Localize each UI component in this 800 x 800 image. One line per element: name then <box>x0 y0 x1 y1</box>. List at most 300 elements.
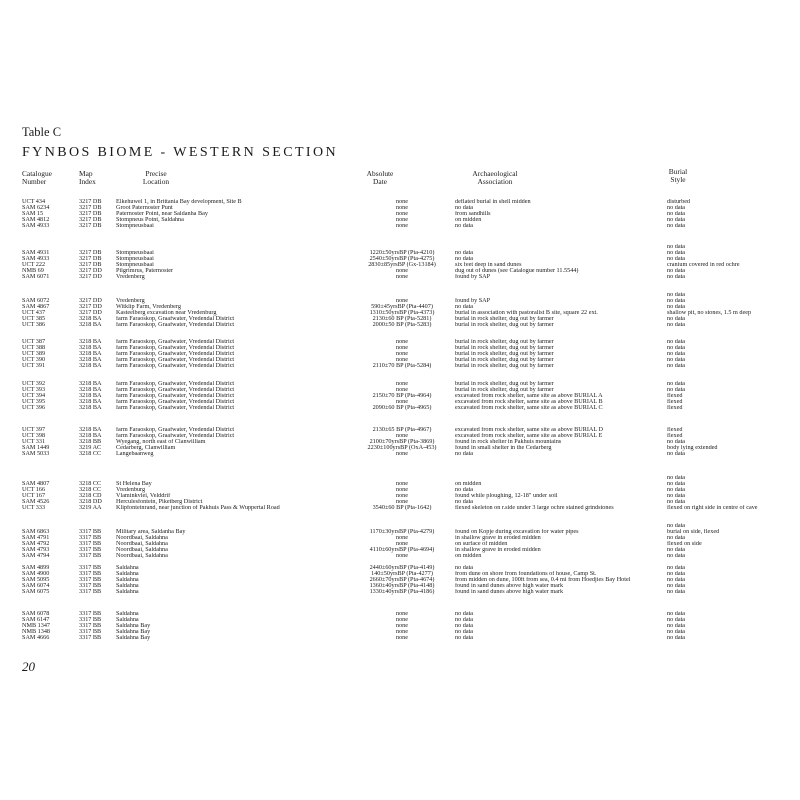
map-index-cell: 3217 DB <box>79 211 102 217</box>
burial-style-cell: no data <box>667 223 686 229</box>
map-index-cell: 3218 BB <box>79 439 102 445</box>
map-index-cell: 3317 BB <box>79 541 102 547</box>
map-index-cell: 3218 BA <box>79 393 102 399</box>
date-cell: 2230±100yrsBP (OxA-453) <box>367 445 437 451</box>
burial-style-cell: no data <box>667 547 686 553</box>
association-cell: burial in rock shelter, dug out by farmer <box>455 351 554 357</box>
burial-style-cell: no data <box>667 351 686 357</box>
location-cell: Saldahna Bay <box>116 635 151 641</box>
catalogue-cell: UCT 222 <box>22 262 46 268</box>
location-cell: farm Faraoskop, Graafwater, Vredendal District <box>116 433 235 439</box>
table-row <box>0 322 800 328</box>
burial-style-cell: no data <box>667 623 686 629</box>
association-cell: found in sand dunes above high water mark <box>455 589 564 595</box>
catalogue-cell: SAM 4931 <box>22 250 50 256</box>
location-cell: farm Faraoskop, Graafwater, Vredendal District <box>116 357 235 363</box>
table-row <box>0 589 800 595</box>
map-index-cell: 3218 BA <box>79 322 102 328</box>
catalogue-cell: SAM 4793 <box>22 547 50 553</box>
map-index-cell: 3317 BB <box>79 577 102 583</box>
burial-style-cell: flexed <box>667 433 683 439</box>
map-index-cell: 3217 DB <box>79 262 102 268</box>
map-index-cell: 3317 BB <box>79 571 102 577</box>
catalogue-cell: SAM 4526 <box>22 499 50 505</box>
map-index-cell: 3218 CC <box>79 481 102 487</box>
date-cell: none <box>395 481 409 487</box>
location-cell: farm Faraoskop, Graafwater, Vredendal District <box>116 351 235 357</box>
header-date: Absolute Date <box>366 169 394 186</box>
map-index-cell: 3218 BA <box>79 381 102 387</box>
date-cell: 3540±60 BP (Pta-1642) <box>372 505 432 511</box>
date-cell: none <box>395 535 409 541</box>
association-cell: found while ploughing, 12-18" under soil <box>455 493 558 499</box>
catalogue-cell: UCT 388 <box>22 345 46 351</box>
association-cell: found in sand dunes above high water mark <box>455 583 564 589</box>
location-cell: Vlaminkvlei, Velddrif <box>116 493 171 499</box>
map-index-cell: 3217 DB <box>79 256 102 262</box>
catalogue-cell: SAM 4666 <box>22 635 50 641</box>
page-number: 20 <box>22 659 35 674</box>
burial-style-cell: no data <box>667 304 686 310</box>
catalogue-cell: NMB 1348 <box>22 629 51 635</box>
burial-style-cell: no data <box>667 629 686 635</box>
date-cell: none <box>395 487 409 493</box>
burial-style-cell: disturbed <box>667 199 691 205</box>
table-row <box>0 505 800 511</box>
table-row <box>0 274 800 280</box>
burial-style-cell: no data <box>667 493 686 499</box>
association-cell: burial in rock shelter, dug out by farmer <box>455 357 554 363</box>
catalogue-cell: UCT 391 <box>22 363 46 369</box>
association-cell: from midden on dune, 100ft from sea, 0.4 mi from Hoedjies Bay Hotel <box>455 577 631 583</box>
location-cell: farm Faraoskop, Graafwater, Vredendal District <box>116 427 235 433</box>
catalogue-cell: SAM 5095 <box>22 577 50 583</box>
map-index-cell: 3317 BB <box>79 623 102 629</box>
map-index-cell: 3217 DB <box>79 250 102 256</box>
catalogue-cell: SAM 4900 <box>22 571 50 577</box>
location-cell: Saldahna <box>116 583 139 589</box>
association-cell: no data <box>455 623 474 629</box>
association-cell: on midden <box>455 553 482 559</box>
map-index-cell: 3317 BB <box>79 635 102 641</box>
association-cell: dug out of dunes (see Catalogue number 11.5544) <box>455 268 579 274</box>
date-cell: none <box>395 451 409 457</box>
location-cell: Stompneusbaai <box>116 262 154 268</box>
location-cell: farm Faraoskop, Graafwater, Vredendal District <box>116 387 235 393</box>
location-cell: Wyegang, north east of Clanwilliam <box>116 439 206 445</box>
burial-style-cell: flexed on side <box>667 541 702 547</box>
association-cell: found in rock shelter in Pakhuis mountains <box>455 439 562 445</box>
association-cell: excavated from rock shelter, same site as above BURIAL B <box>455 399 603 405</box>
map-index-cell: 3217 DD <box>79 298 102 304</box>
location-cell: farm Faraoskop, Graafwater, Vredendal District <box>116 381 235 387</box>
catalogue-cell: UCT 394 <box>22 393 46 399</box>
burial-style-cell: no data <box>667 523 686 529</box>
date-cell: 2660±70yrsBP (Pta-4674) <box>369 577 435 583</box>
association-cell: on midden <box>455 481 482 487</box>
catalogue-cell: UCT 166 <box>22 487 46 493</box>
date-cell: none <box>395 351 409 357</box>
association-cell: no data <box>455 629 474 635</box>
burial-style-cell: no data <box>667 611 686 617</box>
burial-style-cell: body lying extended <box>667 445 718 451</box>
date-cell: 2830±85yrsBP (Gx-13184) <box>368 262 436 268</box>
association-cell: no data <box>455 256 474 262</box>
map-index-cell: 3218 BA <box>79 357 102 363</box>
burial-style-cell: no data <box>667 298 686 304</box>
date-cell: none <box>395 553 409 559</box>
map-index-cell: 3317 BB <box>79 611 102 617</box>
date-cell: none <box>395 387 409 393</box>
association-cell: no data <box>455 611 474 617</box>
record-group <box>0 565 800 595</box>
catalogue-cell: UCT 385 <box>22 316 46 322</box>
date-cell: 2110±70 BP (Pta-5284) <box>372 363 432 369</box>
location-cell: Stompneus Point, Saldahna <box>116 217 184 223</box>
date-cell: 1220±50yrsBP (Pta-4210) <box>369 250 435 256</box>
catalogue-cell: SAM 6072 <box>22 298 50 304</box>
burial-style-cell: no data <box>667 339 686 345</box>
catalogue-cell: UCT 333 <box>22 505 46 511</box>
date-cell: 2100±70yrsBP (Pta-3869) <box>369 439 435 445</box>
location-cell: Saldahna <box>116 577 139 583</box>
date-cell: none <box>395 399 409 405</box>
burial-style-cell: no data <box>667 553 686 559</box>
location-cell: Cedarberg, Clanwilliam <box>116 445 176 451</box>
burial-style-cell: burial on side, flexed <box>667 529 720 535</box>
association-cell: found in small shelter in the Cedarberg <box>455 445 552 451</box>
location-cell: Saldahna <box>116 565 139 571</box>
record-group <box>0 199 800 229</box>
map-index-cell: 3217 DD <box>79 304 102 310</box>
location-cell: Stompneusbaai <box>116 250 154 256</box>
association-cell: burial in rock shelter, dug out by farmer <box>455 381 554 387</box>
catalogue-cell: SAM 1449 <box>22 445 50 451</box>
date-cell: none <box>395 223 409 229</box>
catalogue-cell: SAM 4794 <box>22 553 50 559</box>
burial-style-cell: no data <box>667 487 686 493</box>
date-cell: none <box>395 611 409 617</box>
association-cell: excavated from rock shelter, same site as above BURIAL A <box>455 393 603 399</box>
location-cell: Herculesfontein, Piketberg District <box>116 499 203 505</box>
association-cell: found by SAP <box>455 274 491 280</box>
map-index-cell: 3218 BA <box>79 345 102 351</box>
date-cell: none <box>395 499 409 505</box>
date-cell: none <box>395 433 409 439</box>
record-group <box>0 244 800 280</box>
catalogue-cell: SAM 4807 <box>22 481 50 487</box>
association-cell: burial in rock shelter, dug out by farmer <box>455 322 554 328</box>
map-index-cell: 3317 BB <box>79 529 102 535</box>
burial-style-cell: no data <box>667 481 686 487</box>
burial-style-cell: no data <box>667 451 686 457</box>
catalogue-cell: SAM 6863 <box>22 529 50 535</box>
map-index-cell: 3218 CD <box>79 493 102 499</box>
burial-style-cell: no data <box>667 565 686 571</box>
map-index-cell: 3219 AC <box>79 445 102 451</box>
burial-style-cell: no data <box>667 617 686 623</box>
burial-style-cell: flexed <box>667 405 683 411</box>
map-index-cell: 3219 AA <box>79 505 102 511</box>
burial-style-cell: flexed <box>667 393 683 399</box>
catalogue-cell: NMB 69 <box>22 268 44 274</box>
burial-style-cell: flexed on right side in centre of cave <box>667 505 758 511</box>
catalogue-cell: UCT 398 <box>22 433 46 439</box>
association-cell: no data <box>455 250 474 256</box>
association-cell: in shallow grave in eroded midden <box>455 547 541 553</box>
burial-style-cell: no data <box>667 205 686 211</box>
burial-style-cell: no data <box>667 475 686 481</box>
burial-style-cell: no data <box>667 256 686 262</box>
location-cell: Vredenberg <box>116 298 145 304</box>
map-index-cell: 3217 DD <box>79 274 102 280</box>
record-group <box>0 475 800 511</box>
date-cell: 140±50yrsBP (Pta-4277) <box>371 571 433 577</box>
burial-style-cell: no data <box>667 357 686 363</box>
association-cell: burial in association with pastoralist B site, square 22 ext. <box>455 310 598 316</box>
catalogue-cell: UCT 331 <box>22 439 46 445</box>
date-cell: none <box>395 357 409 363</box>
table-row <box>0 553 800 559</box>
catalogue-cell: UCT 390 <box>22 357 46 363</box>
association-cell: in shallow grave in eroded midden <box>455 535 541 541</box>
map-index-cell: 3218 BA <box>79 316 102 322</box>
map-index-cell: 3317 BB <box>79 589 102 595</box>
map-index-cell: 3218 BA <box>79 339 102 345</box>
association-cell: burial in rock shelter, dug out by farmer <box>455 387 554 393</box>
association-cell: no data <box>455 304 474 310</box>
location-cell: Noordbaai, Saldahna <box>116 547 168 553</box>
location-cell: farm Faraoskop, Graafwater, Vredendal District <box>116 322 235 328</box>
catalogue-cell: SAM 4867 <box>22 304 50 310</box>
association-cell: from sandhills <box>455 211 491 217</box>
burial-style-cell: no data <box>667 345 686 351</box>
catalogue-cell: UCT 395 <box>22 399 46 405</box>
date-cell: none <box>395 211 409 217</box>
burial-style-cell: no data <box>667 577 686 583</box>
map-index-cell: 3218 BA <box>79 427 102 433</box>
date-cell: 590±45yrsBP (Pta-4407) <box>371 304 433 310</box>
date-cell: 1330±40yrsBP (Pta-4186) <box>369 589 435 595</box>
burial-style-cell: flexed <box>667 399 683 405</box>
record-group <box>0 427 800 457</box>
location-cell: Saldahna <box>116 617 139 623</box>
date-cell: 2130±65 BP (Pta-4967) <box>372 427 432 433</box>
date-cell: none <box>395 205 409 211</box>
association-cell: flexed skeleton on r.side under 3 large ochre stained grindstones <box>455 505 614 511</box>
record-group <box>0 381 800 411</box>
association-cell: found by SAP <box>455 298 491 304</box>
location-cell: farm Faraoskop, Graafwater, Vredendal District <box>116 405 235 411</box>
date-cell: none <box>395 623 409 629</box>
association-cell: deflated burial in shell midden <box>455 199 531 205</box>
association-cell: no data <box>455 205 474 211</box>
map-index-cell: 3317 BB <box>79 629 102 635</box>
map-index-cell: 3218 BA <box>79 351 102 357</box>
burial-style-cell: no data <box>667 439 686 445</box>
location-cell: Saldahna Bay <box>116 629 151 635</box>
date-cell: none <box>395 541 409 547</box>
catalogue-cell: SAM 5033 <box>22 451 50 457</box>
association-cell: excavated from rock shelter, same site as above BURIAL D <box>455 427 603 433</box>
date-cell: none <box>395 274 409 280</box>
location-cell: Elkehuwel 1, in Brittania Bay development, Site B <box>116 199 242 205</box>
association-cell: burial in rock shelter, dug out by farmer <box>455 316 554 322</box>
date-cell: none <box>395 298 409 304</box>
table-label: Table C <box>22 125 62 139</box>
catalogue-cell: SAM 6078 <box>22 611 50 617</box>
location-cell: farm Faraoskop, Graafwater, Vredendal District <box>116 399 235 405</box>
burial-style-cell: no data <box>667 268 686 274</box>
catalogue-cell: SAM 6075 <box>22 589 50 595</box>
location-cell: Vredenberg <box>116 274 145 280</box>
burial-style-cell: no data <box>667 211 686 217</box>
catalogue-cell: UCT 167 <box>22 493 46 499</box>
association-cell: found on Kopje during excavation for water pipes <box>455 529 579 535</box>
location-cell: farm Faraoskop, Graafwater, Vredendal District <box>116 339 235 345</box>
catalogue-cell: SAM 4899 <box>22 565 50 571</box>
table-row <box>0 223 800 229</box>
header-association: Archaeological Association <box>472 169 518 186</box>
date-cell: none <box>395 199 409 205</box>
map-index-cell: 3217 DD <box>79 268 102 274</box>
catalogue-cell: SAM 6234 <box>22 205 50 211</box>
burial-style-cell: no data <box>667 217 686 223</box>
date-cell: none <box>395 493 409 499</box>
date-cell: 4110±60yrsBP (Pta-4694) <box>369 547 435 553</box>
burial-style-cell: no data <box>667 571 686 577</box>
association-cell: burial in rock shelter, dug out by farmer <box>455 363 554 369</box>
header-map-index: Map Index <box>79 169 96 186</box>
catalogue-cell: UCT 437 <box>22 310 46 316</box>
catalogue-cell: SAM 6071 <box>22 274 50 280</box>
header-location: Precise Location <box>142 169 170 186</box>
location-cell: Noordbaai, Saldahna <box>116 541 168 547</box>
association-cell: on midden <box>455 217 482 223</box>
location-cell: Noordbaai, Saldahna <box>116 535 168 541</box>
association-cell: excavated from rock shelter, same site as above BURIAL C <box>455 405 603 411</box>
table-row <box>0 635 800 641</box>
association-cell: excavated from rock shelter, same site as above BURIAL E <box>455 433 603 439</box>
catalogue-cell: SAM 6147 <box>22 617 50 623</box>
burial-style-cell: no data <box>667 250 686 256</box>
date-cell: 1360±40yrsBP (Pta-4148) <box>369 583 435 589</box>
map-index-cell: 3317 BB <box>79 617 102 623</box>
catalogue-cell: NMB 1347 <box>22 623 51 629</box>
catalogue-cell: SAM 4792 <box>22 541 50 547</box>
record-group <box>0 523 800 559</box>
map-index-cell: 3217 DD <box>79 310 102 316</box>
location-cell: farm Faraoskop, Graafwater, Vredendal District <box>116 363 235 369</box>
map-index-cell: 3218 BA <box>79 387 102 393</box>
location-cell: Stompneusbaai <box>116 223 154 229</box>
date-cell: 2130±60 BP (Pta-5281) <box>372 316 432 322</box>
date-cell: 1310±50yrsBP (Pta-4373) <box>369 310 435 316</box>
map-index-cell: 3218 CC <box>79 487 102 493</box>
location-cell: St Helena Bay <box>116 481 152 487</box>
location-cell: Klipfonteinrand, near junction of Pakhuis Pass & Wuppertal Road <box>116 505 280 511</box>
location-cell: Pilgrimrus, Paternoster <box>116 268 174 274</box>
association-cell: from dune on shore from foundations of house, Camp St. <box>455 571 597 577</box>
location-cell: farm Faraoskop, Graafwater, Vredendal District <box>116 393 235 399</box>
location-cell: farm Faraoskop, Graafwater, Vredendal District <box>116 345 235 351</box>
association-cell: burial in rock shelter, dug out by farmer <box>455 339 554 345</box>
association-cell: no data <box>455 223 474 229</box>
burial-style-cell: no data <box>667 583 686 589</box>
location-cell: Saldahna <box>116 571 139 577</box>
record-group <box>0 292 800 328</box>
burial-style-cell: no data <box>667 589 686 595</box>
catalogue-cell: UCT 434 <box>22 199 46 205</box>
location-cell: Noordbaai, Saldahna <box>116 553 168 559</box>
association-cell: six feet deep in sand dunes <box>455 262 522 268</box>
location-cell: Groot Paternoster Punt <box>116 205 173 211</box>
map-index-cell: 3217 DB <box>79 223 102 229</box>
burial-style-cell: shallow pit, no stones, 1.5 m deep <box>667 310 752 316</box>
map-index-cell: 3218 BA <box>79 405 102 411</box>
record-group <box>0 611 800 641</box>
association-cell: on surface of midden <box>455 541 508 547</box>
association-cell: no data <box>455 635 474 641</box>
burial-style-cell: no data <box>667 363 686 369</box>
catalogue-cell: UCT 397 <box>22 427 46 433</box>
catalogue-cell: SAM 4933 <box>22 223 50 229</box>
burial-style-cell: no data <box>667 381 686 387</box>
association-cell: no data <box>455 487 474 493</box>
catalogue-cell: UCT 392 <box>22 381 46 387</box>
catalogue-cell: SAM 4933 <box>22 256 50 262</box>
location-cell: Saldahna Bay <box>116 623 151 629</box>
location-cell: Stompneusbaai <box>116 256 154 262</box>
map-index-cell: 3218 BA <box>79 363 102 369</box>
date-cell: 2000±50 BP (Pta-5283) <box>372 322 432 328</box>
burial-style-cell: no data <box>667 387 686 393</box>
date-cell: 2540±50yrsBP (Pta-4275) <box>369 256 435 262</box>
date-cell: none <box>395 381 409 387</box>
catalogue-cell: SAM 4791 <box>22 535 50 541</box>
location-cell: Vredenburg <box>116 487 146 493</box>
location-cell: farm Faraoskop, Graafwater, Vredendal District <box>116 316 235 322</box>
map-index-cell: 3317 BB <box>79 583 102 589</box>
map-index-cell: 3317 BB <box>79 547 102 553</box>
map-index-cell: 3217 DB <box>79 205 102 211</box>
association-cell: no data <box>455 499 474 505</box>
association-cell: no data <box>455 451 474 457</box>
date-cell: none <box>395 635 409 641</box>
date-cell: 1170±30yrsBP (Pta-4279) <box>369 529 435 535</box>
burial-style-cell: flexed <box>667 427 683 433</box>
record-group <box>0 339 800 369</box>
location-cell: Paternoster Point, near Saldanha Bay <box>116 211 208 217</box>
burial-style-cell: no data <box>667 292 686 298</box>
section-title: FYNBOS BIOME - WESTERN SECTION <box>22 145 338 160</box>
date-cell: none <box>395 268 409 274</box>
map-index-cell: 3218 CC <box>79 451 102 457</box>
map-index-cell: 3218 DD <box>79 499 102 505</box>
catalogue-cell: UCT 387 <box>22 339 46 345</box>
date-cell: 2090±60 BP (Pta-4965) <box>372 405 432 411</box>
burial-style-cell: cranium covered in red ochre <box>667 262 740 268</box>
association-cell: no data <box>455 565 474 571</box>
date-cell: none <box>395 617 409 623</box>
burial-style-cell: no data <box>667 274 686 280</box>
burial-style-cell: no data <box>667 322 686 328</box>
map-index-cell: 3218 BA <box>79 433 102 439</box>
catalogue-cell: UCT 389 <box>22 351 46 357</box>
table-row <box>0 405 800 411</box>
burial-style-cell: no data <box>667 316 686 322</box>
table-row <box>0 451 800 457</box>
